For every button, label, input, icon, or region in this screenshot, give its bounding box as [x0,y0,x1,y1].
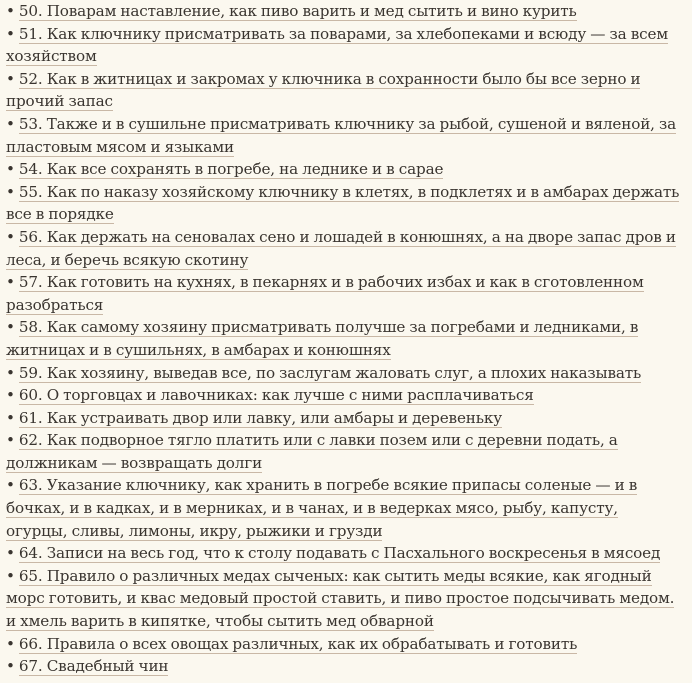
toc-link-54[interactable]: 54. Как все сохранять в погребе, на леднике и в сарае [18,160,444,179]
toc-item-67 [6,655,680,678]
bullet: • [6,273,15,292]
toc-link-55[interactable]: 55. Как по наказу хозяйскому ключнику в клетях, в подклетях и в амбарах держать все в порядке [6,182,680,224]
bullet: • [6,476,15,495]
toc-item-62 [6,429,680,474]
toc-link-61[interactable]: 61. Как устраивать двор или лавку, или амбары и деревеньку [18,408,503,427]
bullet: • [6,24,15,43]
toc-item-58 [6,316,680,361]
bullet: • [6,431,15,450]
toc-item-53 [6,113,680,158]
toc-item-57 [6,271,680,316]
toc-item-66 [6,633,680,656]
toc-item-52 [6,68,680,113]
toc-link-59[interactable]: 59. Как хозяину, выведав все, по заслугам жаловать слуг, а плохих наказывать [18,363,642,382]
toc-item-55 [6,181,680,226]
toc-item-51 [6,23,680,68]
bullet: • [6,657,15,676]
bullet: • [6,386,15,405]
toc-item-59 [6,362,680,385]
toc-item-64 [6,542,680,565]
toc-link-67[interactable]: 67. Свадебный чин [18,657,169,676]
bullet: • [6,69,15,88]
toc-link-64[interactable]: 64. Записи на весь год, что к столу подавать с Пасхального воскресенья в мясоед [18,544,661,563]
toc-link-60[interactable]: 60. О торговцах и лавочниках: как лучше с ними расплачиваться [18,386,534,405]
toc-link-51[interactable]: 51. Как ключнику присматривать за поварами, за хлебопеками и всюду — за всем хозяйством [6,24,668,66]
bullet: • [6,182,15,201]
toc-link-62[interactable]: 62. Как подворное тягло платить или с лавки позем или с деревни подать, а должникам — возвращать долги [6,431,618,472]
toc-link-58[interactable]: 58. Как самому хозяину присматривать получше за погребами и ледниками, в житницах и в сушильнях, в амбарах и конюшнях [6,318,639,359]
bullet: • [6,634,15,653]
bullet: • [6,566,15,585]
toc-item-60 [6,384,680,407]
bullet: • [6,2,15,20]
toc-link-56[interactable]: 56. Как держать на сеновалах сено и лошадей в конюшнях, а на дворе запас дров и леса, и беречь всякую скотину [6,227,676,269]
toc-item-63 [6,474,680,542]
bullet: • [6,318,15,337]
bullet: • [6,363,15,382]
toc-item-54 [6,158,680,181]
toc-item-65 [6,565,680,633]
toc-item-50 [6,0,680,23]
toc-link-57[interactable]: 57. Как готовить на кухнях, в пекарнях и в рабочих избах и как в сготовленном разобраться [6,273,644,314]
toc-link-52[interactable]: 52. Как в житницах и закромах у ключника в сохранности было бы все зерно и прочий запас [6,69,641,111]
bullet: • [6,544,15,563]
bullet: • [6,408,15,427]
toc-link-53[interactable]: 53. Также и в сушильне присматривать ключнику за рыбой, сушеной и вяленой, за пластовым мясом и языками [6,114,677,156]
bullet: • [6,114,15,133]
bullet: • [6,160,15,179]
toc-link-66[interactable]: 66. Правила о всех овощах различных, как их обрабатывать и готовить [18,634,578,653]
toc-item-61 [6,407,680,430]
toc-link-65[interactable]: 65. Правило о различных медах сыченых: как сытить меды всякие, как ягодный морс готовить, и квас медовый простой ставить, и пиво простое подсычивать медом. и хмель варить в кипятке, чтобы сытить мед обварной [6,566,675,631]
toc-item-56 [6,226,680,271]
toc-link-50[interactable]: 50. Поварам наставление, как пиво варить и мед сытить и вино курить [18,2,577,20]
bullet: • [6,227,15,246]
toc-link-63[interactable]: 63. Указание ключнику, как хранить в погребе всякие припасы соленые — и в бочках, и в кадках, и в мерниках, и в чанах, и в ведерках мясо, рыбу, капусту, огурцы, сливы, лимоны, икру, рыжики и грузди [6,476,638,540]
